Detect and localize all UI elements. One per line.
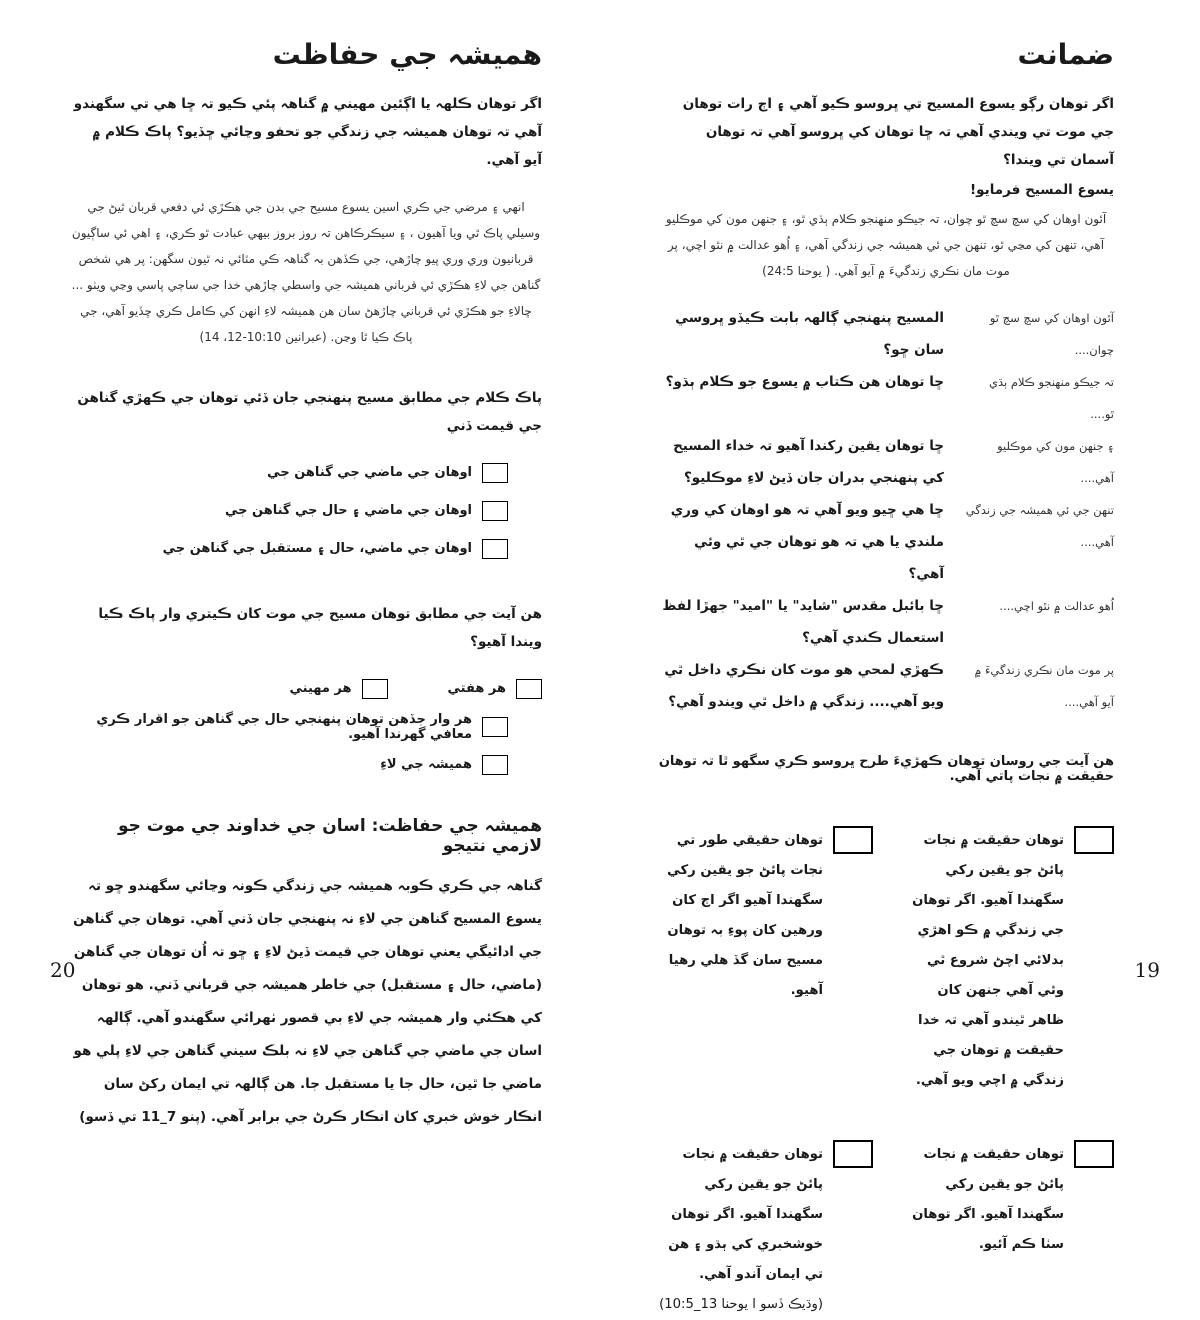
right-page-title: ضمانت xyxy=(1017,38,1114,71)
checkbox[interactable] xyxy=(1074,1140,1114,1168)
option-label: هر هفتي xyxy=(447,681,506,697)
option-each-confession[interactable] xyxy=(70,711,508,742)
checkbox[interactable] xyxy=(833,826,873,854)
choice-years-later[interactable] xyxy=(658,826,873,1096)
left-page-title: هميشہ جي حفاظت xyxy=(272,38,542,71)
option-forever[interactable] xyxy=(380,752,508,778)
options-which-sins xyxy=(70,460,542,562)
verse-question: ڪهڙي لمحي هو موت کان نڪري داخل ٿي ويو آهي.... زندگي ۾ داخل ٿي ويندو آهي؟ xyxy=(664,661,944,710)
table-row xyxy=(658,302,1114,366)
verse-question: ڇا هي ڇيو ويو آهي تہ هو اوهان کي وري ملندي يا هي تہ هو توهان جي ٿي وئي آهي؟ xyxy=(670,501,944,582)
verse-phrase: تہ جيڪو منهنجو ڪلام ٻڌي ٿو.... xyxy=(988,374,1114,421)
page-number-right: 19 xyxy=(1134,958,1160,982)
option-past-sins[interactable] xyxy=(267,460,508,486)
checkbox[interactable] xyxy=(482,463,508,483)
checkbox[interactable] xyxy=(516,679,542,699)
verse-question: ڇا توهان يقين رکندا آهيو تہ خداء المسيح کي پنهنجي بدران جان ڏيڻ لاءِ موڪليو؟ xyxy=(673,437,944,486)
table-row xyxy=(658,494,1114,590)
option-past-present-sins[interactable] xyxy=(225,498,508,524)
verse-question: ڇا توهان هن ڪتاب ۾ يسوع جو ڪلام ٻڌو؟ xyxy=(665,373,944,390)
right-intro-question: اگر توهان رڳو يسوع المسيح تي ڀروسو ڪيو آهي ۽ اڄ رات توهان جي موت تي ويندي آهي تہ ڇا توهان کي ڀروسو آهي تہ توهان آسمان تي ويندا؟ xyxy=(682,95,1114,168)
question-how-often: هن آيت جي مطابق توهان مسيح جي موت کان ڪيتري وار پاڪ ڪيا ويندا آهيو؟ xyxy=(98,605,542,650)
verse-phrase: تنهن جي ئي هميشہ جي زندگي آهي.... xyxy=(965,502,1114,549)
choice-reference: (وڌيڪ ڏسو ا يوحنا 13_10:5) xyxy=(659,1296,823,1312)
checkbox[interactable] xyxy=(1074,826,1114,854)
john-scripture: آئون اوهان کي سچ سچ ٿو چوان، تہ جيڪو منهنجو ڪلام ٻڌي ٿو، ۽ جنهن مون کي موڪليو آهي، تنهن کي مڃي ٿو، تنهن جي ئي هميشہ جي زندگي آهي، ۽ اُهو عدالت ۾ نٿو اچي، پر موت مان نڪري زندگيءَ ۾ آيو آهي. ( يوحنا 24:5) xyxy=(665,211,1107,278)
option-label: اوهان جي ماضي ۽ حال جي گناهن جي xyxy=(224,503,472,519)
choice-good-works[interactable] xyxy=(899,1140,1114,1320)
verse-phrase: آئون اوهان کي سچ سچ ٿو چوان.... xyxy=(989,310,1114,357)
option-monthly[interactable] xyxy=(290,676,388,702)
table-row xyxy=(658,366,1114,430)
checkbox[interactable] xyxy=(482,539,508,559)
choice-life-change[interactable] xyxy=(899,826,1114,1096)
assurance-question: هن آيت جي روسان توهان ڪهڙيءَ طرح ڀروسو ڪري سگهو ٿا تہ توهان حقيقت ۾ نجات پاتي آهي. xyxy=(658,753,1114,784)
table-row xyxy=(658,590,1114,654)
verse-question: المسيح پنهنجي ڳالهہ بابت ڪيڏو ڀروسي سان ڇو؟ xyxy=(675,309,944,358)
choice-text: توهان حقيقت ۾ نجات پائڻ جو يقين رکي سگهندا آهيو. اگر توهان سٺا ڪم آئيو. xyxy=(912,1146,1064,1252)
hebrews-scripture: انهي ۽ مرضي جي ڪري اسين يسوع مسيح جي بدن جي هڪڙي ئي دفعي قربان ٿيڻ جي وسيلي پاڪ ٿي ويا آهيون ، ۽ سيڪرڪاهن تہ روز بروز بيهي عبادت ٿو ڪري، ۽ اهي ئي ساڳيون قربانيون وري وري پيو چاڙهي، جي ڪڏهن بہ گناهہ ڪي مٽائي نہ ٿيون سگهن: پر هي شخص گناهن جي لاءِ هڪڙي ئي قرباني هميشہ جي واسطي چاڙهي خدا جي ساڄي پاسي وڃي ويٺو ... ڇالاءِ جو هڪڙي ئي قرباني چاڙهڻ سان هن هميشہ لاءِ انهن کي ڪامل ڪري ڇڏيو آهي، جي پاڪ ڪيا ٿا وڃن. (عبرانين 10:10-12، 14) xyxy=(71,199,541,344)
choice-text: توهان حقيقت ۾ نجات پائڻ جو يقين رکي سگهندا آهيو. اگر توهان جي زندگي ۾ ڪو اهڙي بدلائي اچڻ شروع ٿي وئي آهي جنهن کان ظاهر ٿيندو آهي تہ خدا حقيقت ۾ توهان جي زندگي ۾ اچي ويو آهي. xyxy=(912,832,1064,1088)
option-label: هميشہ جي لاءِ xyxy=(380,757,472,773)
question-which-sins: پاڪ ڪلام جي مطابق مسيح پنهنجي جان ڏئي توهان جي ڪهڙي گناهن جي قيمت ڏني xyxy=(77,389,542,434)
option-label: اوهان جي ماضي جي گناهن جي xyxy=(267,465,472,481)
option-row xyxy=(290,676,543,702)
option-weekly[interactable] xyxy=(448,676,542,702)
verse-question-table xyxy=(658,302,1114,718)
assurance-choices xyxy=(658,826,1114,1320)
page-number-left: 20 xyxy=(50,958,76,982)
options-how-often xyxy=(70,676,542,778)
choice-content xyxy=(658,1140,823,1320)
verse-phrase: اُهو عدالت ۾ نٿو اچي.... xyxy=(999,598,1114,613)
verse-question: ڇا بائبل مقدس "شايد" يا "اميد" جهڙا لفظ استعمال ڪندي آهي؟ xyxy=(662,597,944,646)
choice-believed-gospel[interactable] xyxy=(658,1140,873,1320)
left-subtitle: هميشہ جي حفاظت: اسان جي خداوند جي موت جو لازمي نتيجو xyxy=(117,815,542,856)
left-body-paragraph: گناهہ جي ڪري ڪوبہ هميشہ جي زندگي ڪونہ وڃائي سگهندو ڇو تہ يسوع المسيح گناهن جي لاءِ نہ پنهنجي جان ڏني آهي. توهان جي گناهن جي ادائيگي يعني توهان جي قيمت ڏيڻ لاءِ ۽ ڇو تہ اُن توهان جي گناهن (ماضي، حال ۽ مستقبل) جي خاطر هميشہ جي قرباني ڏني. هو توهان کي هڪئي وار هميشہ جي لاءِ بي قصور ٺهرائي سگهندو آهي. ڳالهہ اسان جي ماضي جي گناهن جي لاءِ نہ بلڪ سيني گناهن جي لاءِ پلي هو ماضي جا ٿين، حال جا يا مستقبل جا. هن ڳالهہ تي ايمان رکڻ سان انڪار خوش خبري کان انڪار ڪرڻ جي برابر آهي. (پنو 7_11 تي ڏسو) xyxy=(73,878,542,1126)
verse-phrase: ۽ جنهن مون کي موڪليو آهي.... xyxy=(997,438,1114,485)
choice-text: توهان حقيقت ۾ نجات پائڻ جو يقين رکي سگهندا آهيو. اگر توهان خوشخبري کي ٻڌو ۽ هن تي ايمان آندو آهي. xyxy=(668,1146,823,1282)
verse-phrase: پر موت مان نڪري زندگيءَ ۾ آيو آهي.... xyxy=(974,662,1114,709)
left-page xyxy=(0,0,600,1126)
right-page xyxy=(600,0,1200,1312)
left-intro-question: اگر توهان ڪلهہ يا اڳئين مهيني ۾ گناهہ پئي ڪيو تہ ڇا هي تي سگهندو آهي تہ توهان هميشہ جي زندگي جو تحفو وڃائي ڇڏيو؟ پاڪ ڪلام ۾ آيو آهي. xyxy=(73,95,542,168)
choice-text: توهان حقيقي طور تي نجات پائڻ جو يقين رکي سگهندا آهيو اگر اڄ کان ورهين کان پوءِ بہ توهان مسيح سان گڏ هلي رهيا آهيو. xyxy=(667,832,823,998)
checkbox[interactable] xyxy=(482,755,508,775)
option-all-sins[interactable] xyxy=(163,536,508,562)
checkbox[interactable] xyxy=(362,679,388,699)
table-row xyxy=(658,430,1114,494)
option-label: هر مهيني xyxy=(289,681,352,697)
checkbox[interactable] xyxy=(833,1140,873,1168)
jesus-said-heading: يسوع المسيح فرمايو! xyxy=(970,181,1114,198)
table-row xyxy=(658,654,1114,718)
checkbox[interactable] xyxy=(482,717,508,737)
option-label: اوهان جي ماضي، حال ۽ مستقبل جي گناهن جي xyxy=(162,541,472,557)
option-label: هر وار جڏهن توهان پنهنجي حال جي گناهن جو اقرار ڪري معافي گهرندا آهيو. xyxy=(96,711,472,742)
checkbox[interactable] xyxy=(482,501,508,521)
